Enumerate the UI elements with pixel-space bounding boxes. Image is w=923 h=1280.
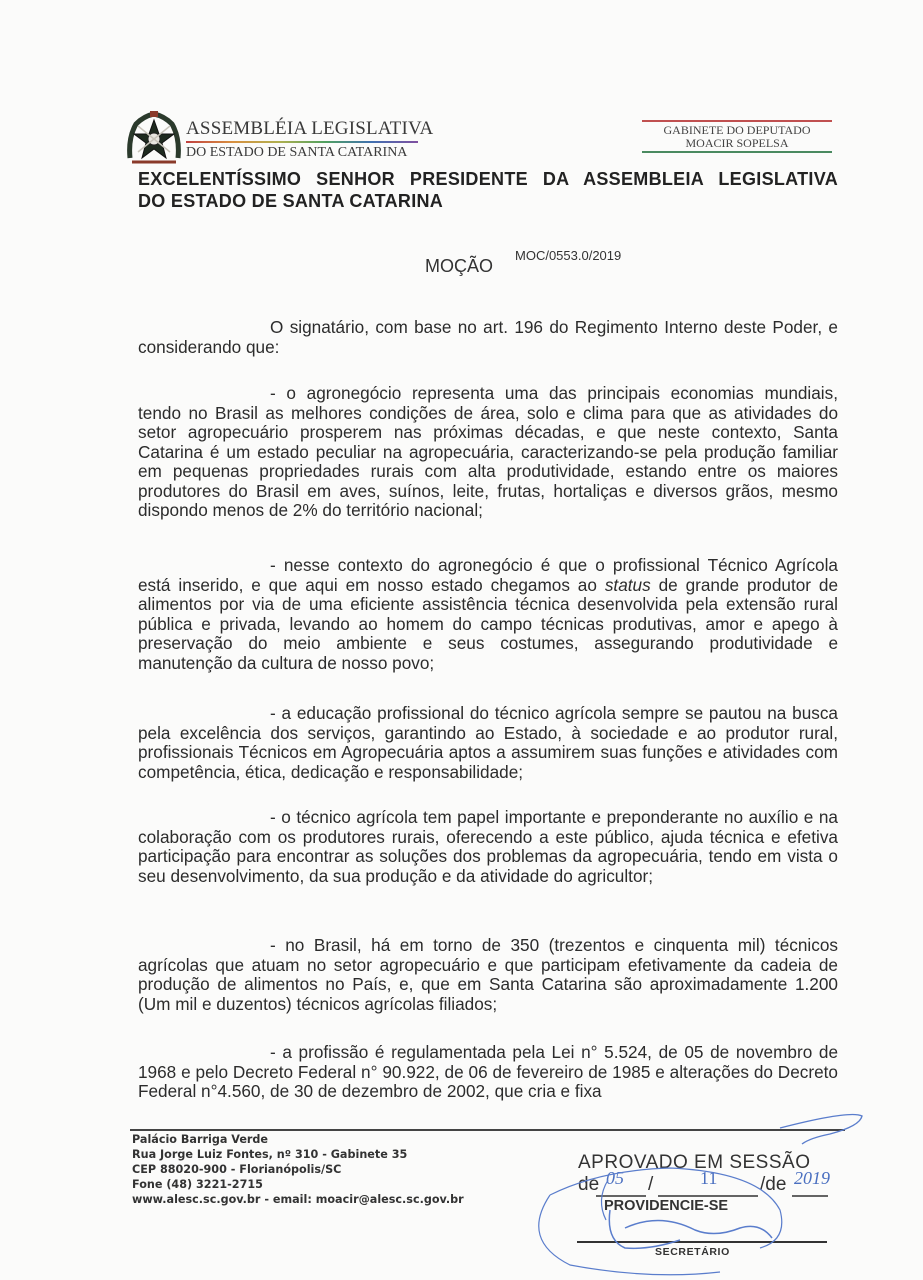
stamp-de: de <box>578 1174 600 1195</box>
document-title: MOÇÃO <box>425 256 494 276</box>
footer-divider <box>130 1129 845 1131</box>
paragraph-tecnico-agricola <box>138 556 838 673</box>
paragraph-text: - a educação profissional do técnico agrícola sempre se pautou na busca pela excelência dos serviços, garantindo ao Estado, à sociedade e ao produtor rural, profissionais Técnicos em Agropecuária aptos a assumirem suas funções e atividades com competência, ética, dedicação e responsabilidade; <box>138 703 838 782</box>
stamp-slash: / <box>648 1174 654 1195</box>
institution-subtitle: DO ESTADO DE SANTA CATARINA <box>186 145 408 160</box>
footer-building: Palácio Barriga Verde <box>132 1133 269 1146</box>
intro-text: O signatário, com base no art. 196 do Regimento Interno deste Poder, e considerando que: <box>138 317 838 357</box>
paragraph-papel <box>138 808 838 886</box>
footer-street: Rua Jorge Luiz Fontes, nº 310 - Gabinete 35 <box>132 1148 408 1161</box>
paragraph-text: - nesse contexto do agronegócio é que o profissional Técnico Agrícola está inserido, e que aqui em nosso estado chegamos ao <box>138 555 838 595</box>
cabinet-line-1: GABINETE DO DEPUTADO <box>663 123 811 137</box>
coat-of-arms-emblem <box>124 108 184 168</box>
institution-name: ASSEMBLÉIA LEGISLATIVA <box>186 118 434 139</box>
paragraph-text: - no Brasil, há em torno de 350 (trezentos e cinquenta mil) técnicos agrícolas que atuam no setor agropecuário e que participam efetivamente da cadeia de produção de alimentos no País, e, que em Santa Catarina são aproximadamente 1.200 (Um mil e duzentos) técnicos agrícolas filiados; <box>138 935 838 1014</box>
paragraph-numeros <box>138 936 838 1014</box>
cabinet-line-2: MOACIR SOPELSA <box>685 136 789 150</box>
stamp-day-handwritten: 05 <box>606 1168 624 1188</box>
stamp-signature-line <box>577 1241 827 1243</box>
footer-postal: CEP 88020-900 - Florianópolis/SC <box>132 1163 342 1176</box>
paragraph-text: - o agronegócio representa uma das principais economias mundiais, tendo no Brasil as melhores condições de área, solo e clima para que as atividades do setor agropecuário prosperem nas próximas décadas, e que neste contexto, Santa Catarina é um estado peculiar na agropecuária, caracterizando-se pela produção familiar em pequenas propriedades rurais com alta produtividade, estando entre os maiores produtores do Brasil em aves, suínos, leite, frutas, hortaliças e diversos grãos, mesmo dispondo menos de 2% do território nacional; <box>138 383 838 520</box>
cabinet-top-rule <box>642 120 832 122</box>
italic-term: status <box>604 574 651 595</box>
paragraph-educacao <box>138 704 838 782</box>
stamp-year-handwritten: 2019 <box>794 1168 830 1188</box>
cabinet-bottom-rule <box>642 151 832 153</box>
stamp-de-year: /de <box>760 1174 787 1195</box>
stamp-role: SECRETÁRIO <box>655 1246 730 1258</box>
intro-paragraph <box>138 318 838 357</box>
paragraph-text-continued: de grande produtor de alimentos por via de uma eficiente assistência técnica desenvolvida pela extensão rural pública e privada, levando ao homem do campo técnicas produtivas, amor e apego à preservação do meio ambiente e seus costumes, assegurando produtividade e manutenção da cultura de nosso povo; <box>138 574 839 673</box>
addressee-line-1: EXCELENTÍSSIMO SENHOR PRESIDENTE DA ASSEMBLEIA LEGISLATIVA <box>138 169 838 189</box>
cabinet-label <box>642 124 832 150</box>
addressee-heading <box>138 168 838 212</box>
stamp-approved: APROVADO EM SESSÃO <box>578 1152 811 1173</box>
footer-address <box>132 1132 464 1207</box>
rainbow-divider <box>186 141 418 143</box>
footer-phone: Fone (48) 3221-2715 <box>132 1178 263 1191</box>
stamp-month-handwritten: 11 <box>700 1168 718 1188</box>
paragraph-text: - a profissão é regulamentada pela Lei n° 5.524, de 05 de novembro de 1968 e pelo Decreto Federal n° 90.922, de 06 de fevereiro de 1985 e alterações do Decreto Federal n°4.560, de 30 de dezembro de 2002, que cria e fixa <box>138 1042 838 1101</box>
footer-web-email: www.alesc.sc.gov.br - email: moacir@alesc.sc.gov.br <box>132 1193 464 1206</box>
paragraph-regulamentacao <box>138 1043 838 1102</box>
addressee-line-2: DO ESTADO DE SANTA CATARINA <box>138 191 444 211</box>
stamp-provide: PROVIDENCIE-SE <box>604 1198 729 1214</box>
document-number: MOC/0553.0/2019 <box>515 248 622 263</box>
paragraph-text: - o técnico agrícola tem papel importante e preponderante no auxílio e na colaboração com os produtores rurais, oferecendo a este público, ajuda técnica e efetiva participação para encontrar as soluções dos problemas da agropecuária, tendo em vista o seu desenvolvimento, da sua produção e da atividade do agricultor; <box>138 807 838 886</box>
paragraph-agronegocio <box>138 384 838 521</box>
